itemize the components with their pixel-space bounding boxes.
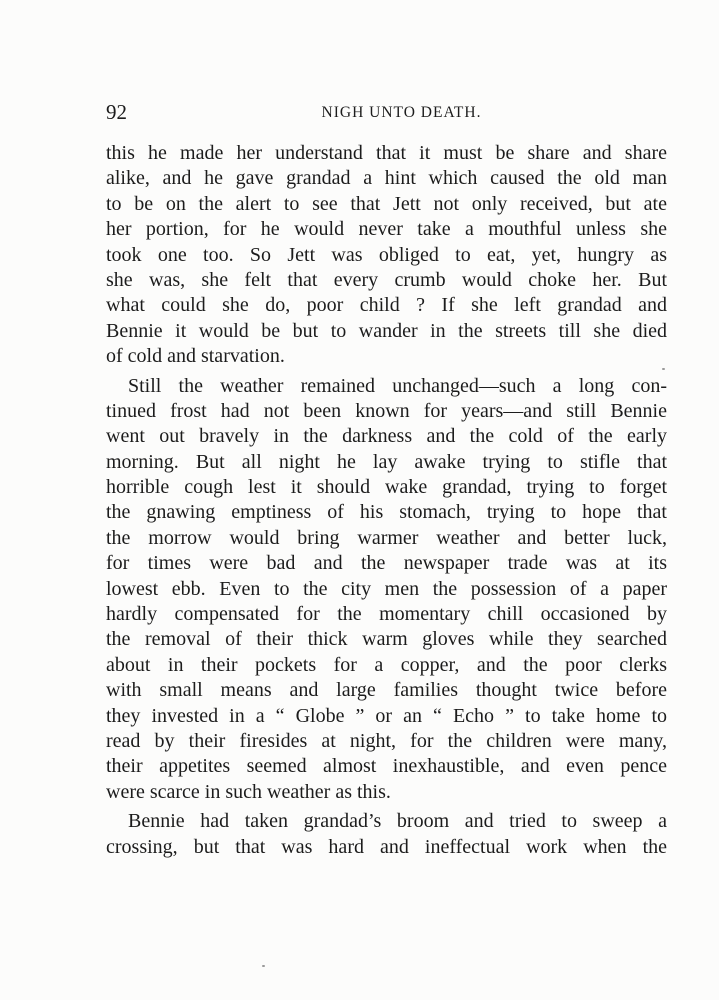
paragraph-1 [106, 141, 667, 370]
page-number: 92 [106, 100, 127, 124]
text-line: read by their firesides at night, for the children were many, [106, 729, 667, 752]
text-line: were scarce in such weather as this. [106, 780, 391, 803]
text-line: the morrow would bring warmer weather and better luck, [106, 526, 667, 549]
text-line: this he made her understand that it must be share and share [106, 142, 667, 164]
text-line: lowest ebb. Even to the city men the possession of a paper [106, 577, 667, 600]
text-line: about in their pockets for a copper, and the poor clerks [106, 653, 667, 676]
paragraph-2 [106, 374, 667, 806]
paper-speck [662, 368, 665, 370]
text-line: for times were bad and the newspaper trade was at its [106, 552, 667, 575]
text-line: morning. But all night he lay awake trying to stifle that [106, 450, 667, 473]
text-line: of cold and starvation. [106, 345, 285, 368]
text-line: with small means and large families thought twice before [106, 679, 667, 702]
text-line: Bennie had taken grandad’s broom and tried to sweep a [128, 810, 667, 833]
text-line: to be on the alert to see that Jett not only received, but ate [106, 192, 667, 215]
body-text [106, 141, 667, 860]
text-line: horrible cough lest it should wake grandad, trying to forget [106, 476, 667, 499]
running-title: NIGH UNTO DEATH. [321, 104, 482, 121]
text-line: tinued frost had not been known for years—and still Bennie [106, 399, 667, 422]
text-line: their appetites seemed almost inexhaustible, and even pence [106, 755, 667, 778]
text-line: the removal of their thick warm gloves while they searched [106, 628, 667, 651]
paragraph-3 [106, 809, 667, 860]
text-line: Still the weather remained unchanged—such a long con- [128, 374, 667, 397]
text-line: crossing, but that was hard and ineffectual work when the [106, 835, 667, 858]
text-line: she was, she felt that every crumb would choke her. But [106, 268, 667, 291]
text-line: they invested in a “ Globe ” or an “ Echo ” to take home to [106, 704, 667, 727]
text-line: what could she do, poor child ? If she left grandad and [106, 294, 667, 317]
paper-speck [262, 965, 265, 967]
text-line: hardly compensated for the momentary chill occasioned by [106, 603, 667, 626]
text-line: the gnawing emptiness of his stomach, trying to hope that [106, 501, 667, 524]
running-head [106, 98, 667, 126]
text-line: her portion, for he would never take a mouthful unless she [106, 218, 667, 241]
text-line: went out bravely in the darkness and the cold of the early [106, 425, 667, 448]
text-line: took one too. So Jett was obliged to eat, yet, hungry as [106, 243, 667, 266]
text-line: Bennie it would be but to wander in the streets till she died [106, 319, 667, 342]
text-line: alike, and he gave grandad a hint which caused the old man [106, 167, 667, 190]
